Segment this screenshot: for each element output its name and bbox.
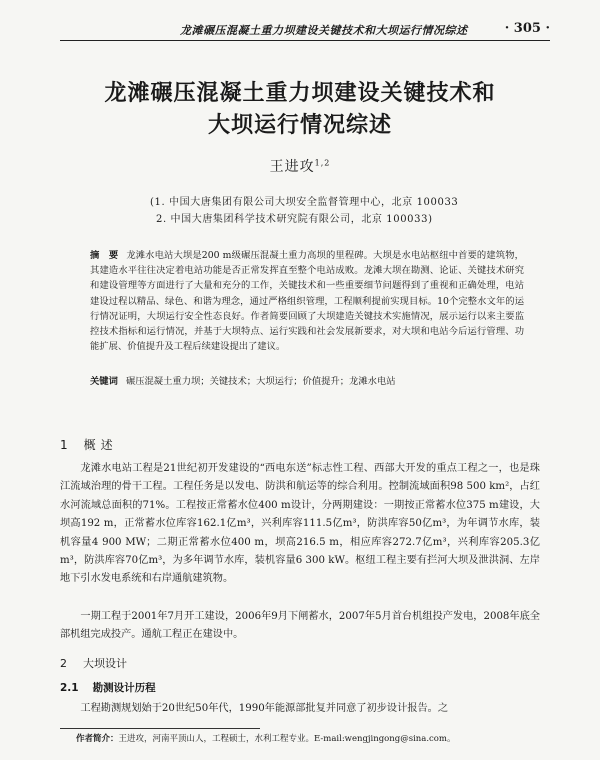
footnote-label: 作者简介： xyxy=(76,734,119,744)
section-1-title: 概述 xyxy=(83,438,118,452)
running-header xyxy=(60,18,550,41)
running-title: 龙滩碾压混凝土重力坝建设关键技术和大坝运行情况综述 xyxy=(180,24,468,37)
section-2-1-heading xyxy=(60,680,156,695)
footnote xyxy=(76,732,546,746)
page-number: · 305 · xyxy=(504,21,550,36)
abstract xyxy=(90,248,524,354)
abstract-text: 龙滩水电站大坝是200 m级碾压混凝土重力高坝的里程碑。大坝是水电站枢纽中首要的建筑物，其建造水平往往决定着电站功能是否正常发挥直至整个电站成败。龙滩大坝在勘测、论证、关键技术研究和建设管理等方面进行了大量和充分的工作，关键技术和一些重要细节问题得到了重视和正确处理，电站建设过程以精品、绿色、和谐为理念，通过严格组织管理，工程顺利提前实现目标。10个完整水文年的运行情况证明，大坝运行安全性态良好。作者简要回顾了大坝建造关键技术实施情况，展示运行以来主要监控技术指标和运行情况，并基于大坝特点、运行实践和社会发展新要求，对大坝和电站今后运行管理、功能扩展、价值提升及工程后续建设提出了建议。 xyxy=(90,250,524,353)
section-2-1-paragraph: 工程勘测规划始于20世纪50年代，1990年能源部批复并同意了初步设计报告。之 xyxy=(80,703,449,714)
affiliation-1: (1. 中国大唐集团有限公司大坝安全监督管理中心，北京 100033 xyxy=(150,197,459,208)
section-2-1-number: 2.1 xyxy=(60,682,79,694)
keywords-label: 关键词 xyxy=(90,376,118,387)
section-1-paragraph-2: 一期工程于2001年7月开工建设，2006年9月下闸蓄水，2007年5月首台机组投产发电，2008年底全部机组完成投产。通航工程正在建设中。 xyxy=(60,611,540,641)
footnote-text: 王进攻，河南平顶山人，工程硕士，水利工程专业。E-mail:wengjingong@sina.com。 xyxy=(118,734,456,744)
section-2-number: 2 xyxy=(60,657,67,670)
paper-title xyxy=(40,78,560,142)
footnote-divider xyxy=(60,728,260,729)
affiliation-2: 2. 中国大唐集团科学技术研究院有限公司，北京 100033) xyxy=(156,214,433,225)
title-line-2: 大坝运行情况综述 xyxy=(207,113,392,138)
section-1-number: 1 xyxy=(60,438,68,452)
author xyxy=(0,156,600,176)
section-2-1-title: 勘测设计历程 xyxy=(92,682,156,694)
title-line-1: 龙滩碾压混凝土重力坝建设关键技术和 xyxy=(104,81,496,106)
section-2-title: 大坝设计 xyxy=(83,657,127,670)
affiliations xyxy=(150,194,530,228)
section-1-heading xyxy=(60,436,118,453)
section-2-heading xyxy=(60,655,127,671)
section-1-paragraph-1: 龙滩水电站工程是21世纪初开发建设的“西电东送”标志性工程、西部大开发的重点工程之一，也是珠江流域治理的骨干工程。工程任务是以发电、防洪和航运等的综合利用。控制流域面积98 500 km²，占红水河流域总面积的71%。工程按正常蓄水位400 m设计，分两期建设：一期按正常蓄水位375 m建设，大坝高192 m，正常蓄水位库容162.1亿m³，兴利库容111.5亿m³，防洪库容50亿m³，为年调节水库，装机容量4 900 MW；二期正常蓄水位400 m，坝高216.5 m，相应库容272.7亿m³，兴利库容205.3亿m³，防洪库容70亿m³，为多年调节水库，装机容量6 300 kW。枢纽工程主要有拦河大坝及泄洪洞、左岸地下引水发电系统和右岸通航建筑物。 xyxy=(60,463,540,585)
abstract-label: 摘 要 xyxy=(90,250,119,261)
author-affiliation-marks: 1,2 xyxy=(314,158,331,168)
keywords xyxy=(90,374,524,389)
author-name: 王进攻 xyxy=(269,159,315,175)
keywords-text: 碾压混凝土重力坝；关键技术；大坝运行；价值提升；龙滩水电站 xyxy=(125,376,396,387)
